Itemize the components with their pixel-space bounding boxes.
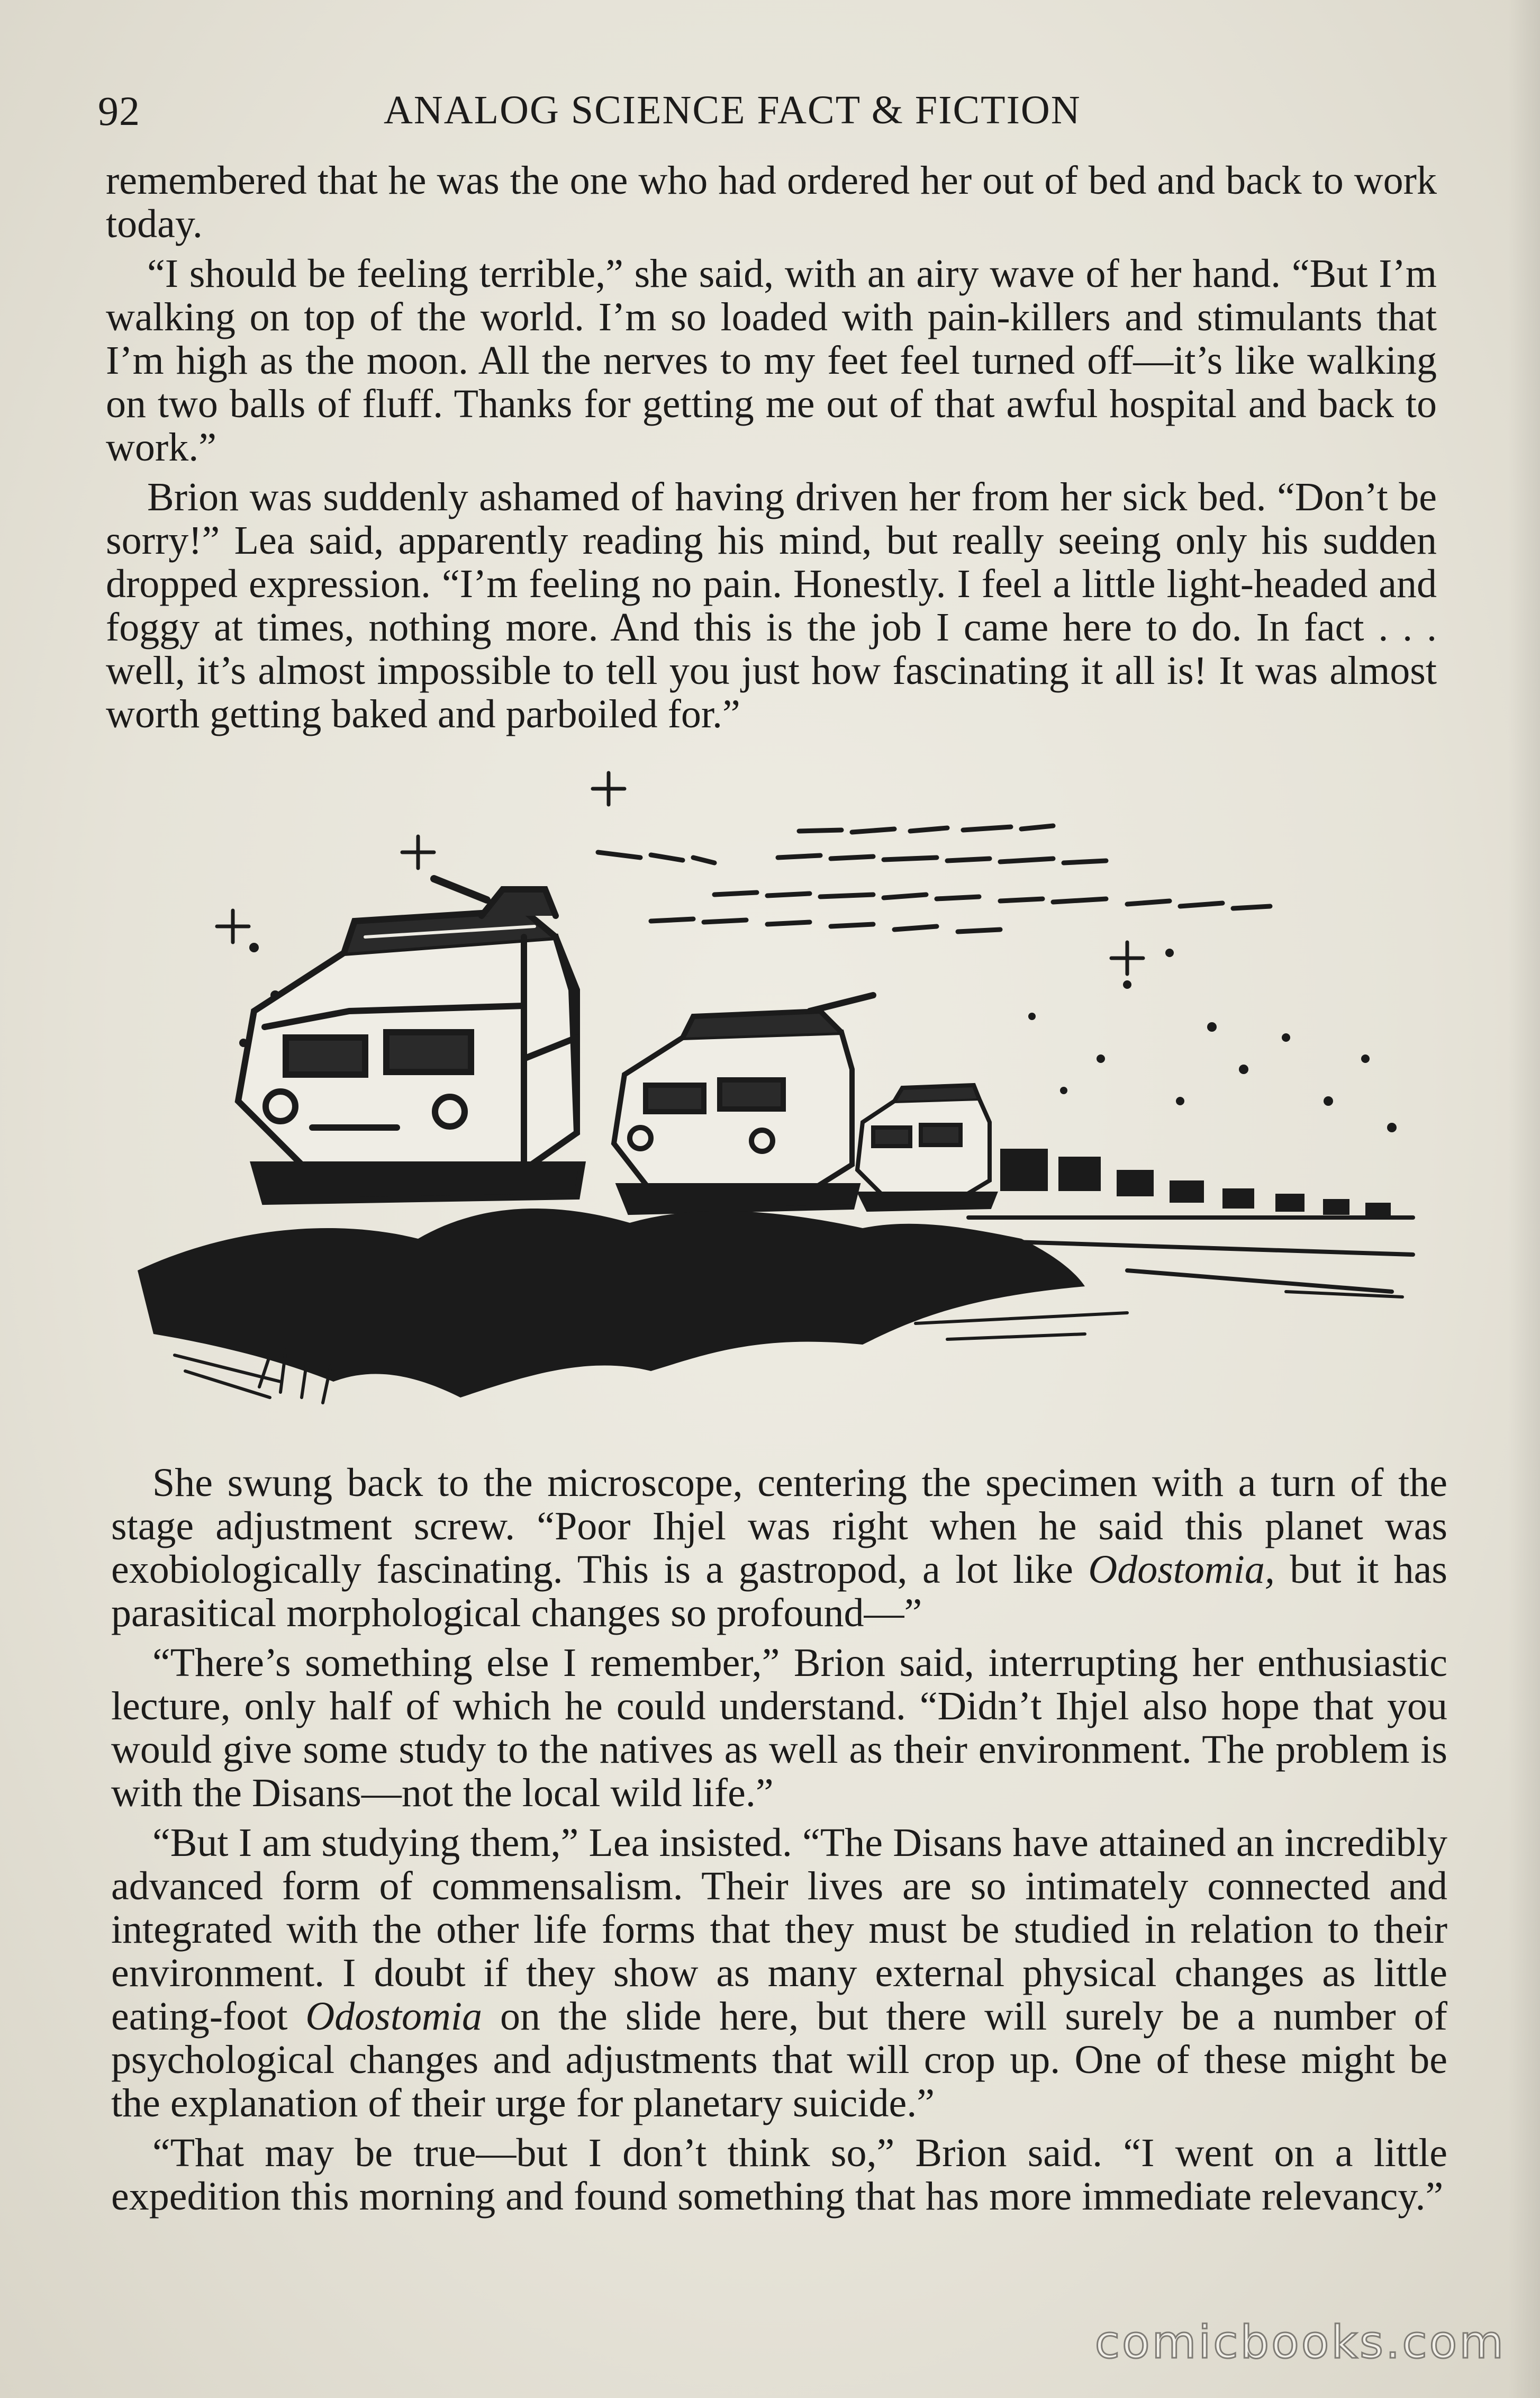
sky-streaks bbox=[598, 826, 1270, 932]
second-vehicle bbox=[614, 995, 873, 1212]
site-watermark: comicbooks.com bbox=[1094, 2316, 1506, 2369]
paragraph: “That may be true—but I don’t think so,” Brion said. “I went on a little expedition this morning and found something that has more immediate relevancy.” bbox=[111, 2131, 1447, 2219]
foreground-brush bbox=[138, 1209, 1085, 1398]
page-number: 92 bbox=[98, 88, 140, 134]
running-head: ANALOG SCIENCE FACT & FICTION bbox=[384, 88, 1081, 132]
paragraph-text: but it has parasitical morphological changes so profound—” bbox=[111, 1547, 1447, 1635]
paragraph: “I should be feeling terrible,” she said, with an airy wave of her hand. “But I’m walking on top of the world. I’m so loaded with pain-killers and stimulants that I’m high as the moon. All the nerves to my feet feel turned off—it’s like walking on two balls of fluff. Thanks for getting me out of that awful hospital and back to work.” bbox=[106, 251, 1437, 470]
convoy-illustration bbox=[122, 762, 1434, 1450]
paragraph-text: on the slide here, but there will surely be a number of psychological changes and adjustments that will crop up. One of these might be the explanation of their urge for planetary suicide.” bbox=[111, 1994, 1447, 2125]
page-header bbox=[98, 87, 1453, 140]
bottom-text-block bbox=[111, 1461, 1447, 2224]
distant-vehicles bbox=[1000, 1149, 1391, 1218]
paragraph bbox=[111, 1821, 1447, 2125]
paragraph bbox=[111, 1461, 1447, 1635]
page-edge-shadow bbox=[1508, 0, 1540, 2398]
top-text-block bbox=[106, 159, 1437, 742]
paragraph: Brion was suddenly ashamed of having driven her from her sick bed. “Don’t be sorry!” Lea said, apparently reading his mind, but really seeing only his sudden dropped expression. “I’m feeling no pain. Honestly. I feel a little light-headed and foggy at times, nothing more. And this is the job I came here to do. In fact . . . well, it’s almost impossible to tell you just how fascinating it all is! It was almost worth getting baked and parboiled for.” bbox=[106, 475, 1437, 736]
italic-term: Odostomia bbox=[305, 1994, 482, 2039]
lead-vehicle bbox=[238, 879, 582, 1202]
paragraph-text: “But I am studying them,” Lea insisted. “The Disans have attained an incredibly advanced form of commensalism. Their lives are so intimately connected and integrated with the other life forms that they must be studied in relation to their environment. I doubt if they show as many external physical changes as little eating-foot bbox=[111, 1820, 1447, 2039]
paragraph-text: She swung back to the microscope, centering the specimen with a turn of the stage adjustment screw. “Poor Ihjel was right when he said this planet was exobiologically fascinating. This is a gastropod, a lot like bbox=[111, 1461, 1447, 1592]
paragraph-continued: remembered that he was the one who had ordered her out of bed and back to work today. bbox=[106, 158, 1437, 246]
third-vehicle bbox=[857, 1085, 995, 1210]
italic-term: Odostomia, bbox=[1088, 1547, 1275, 1592]
paragraph: “There’s something else I remember,” Brion said, interrupting her enthusiastic lecture, only half of which he could understand. “Didn’t Ihjel also hope that you would give some study to the natives as well as their environment. The problem is with the Disans—not the local wild life.” bbox=[111, 1640, 1447, 1815]
